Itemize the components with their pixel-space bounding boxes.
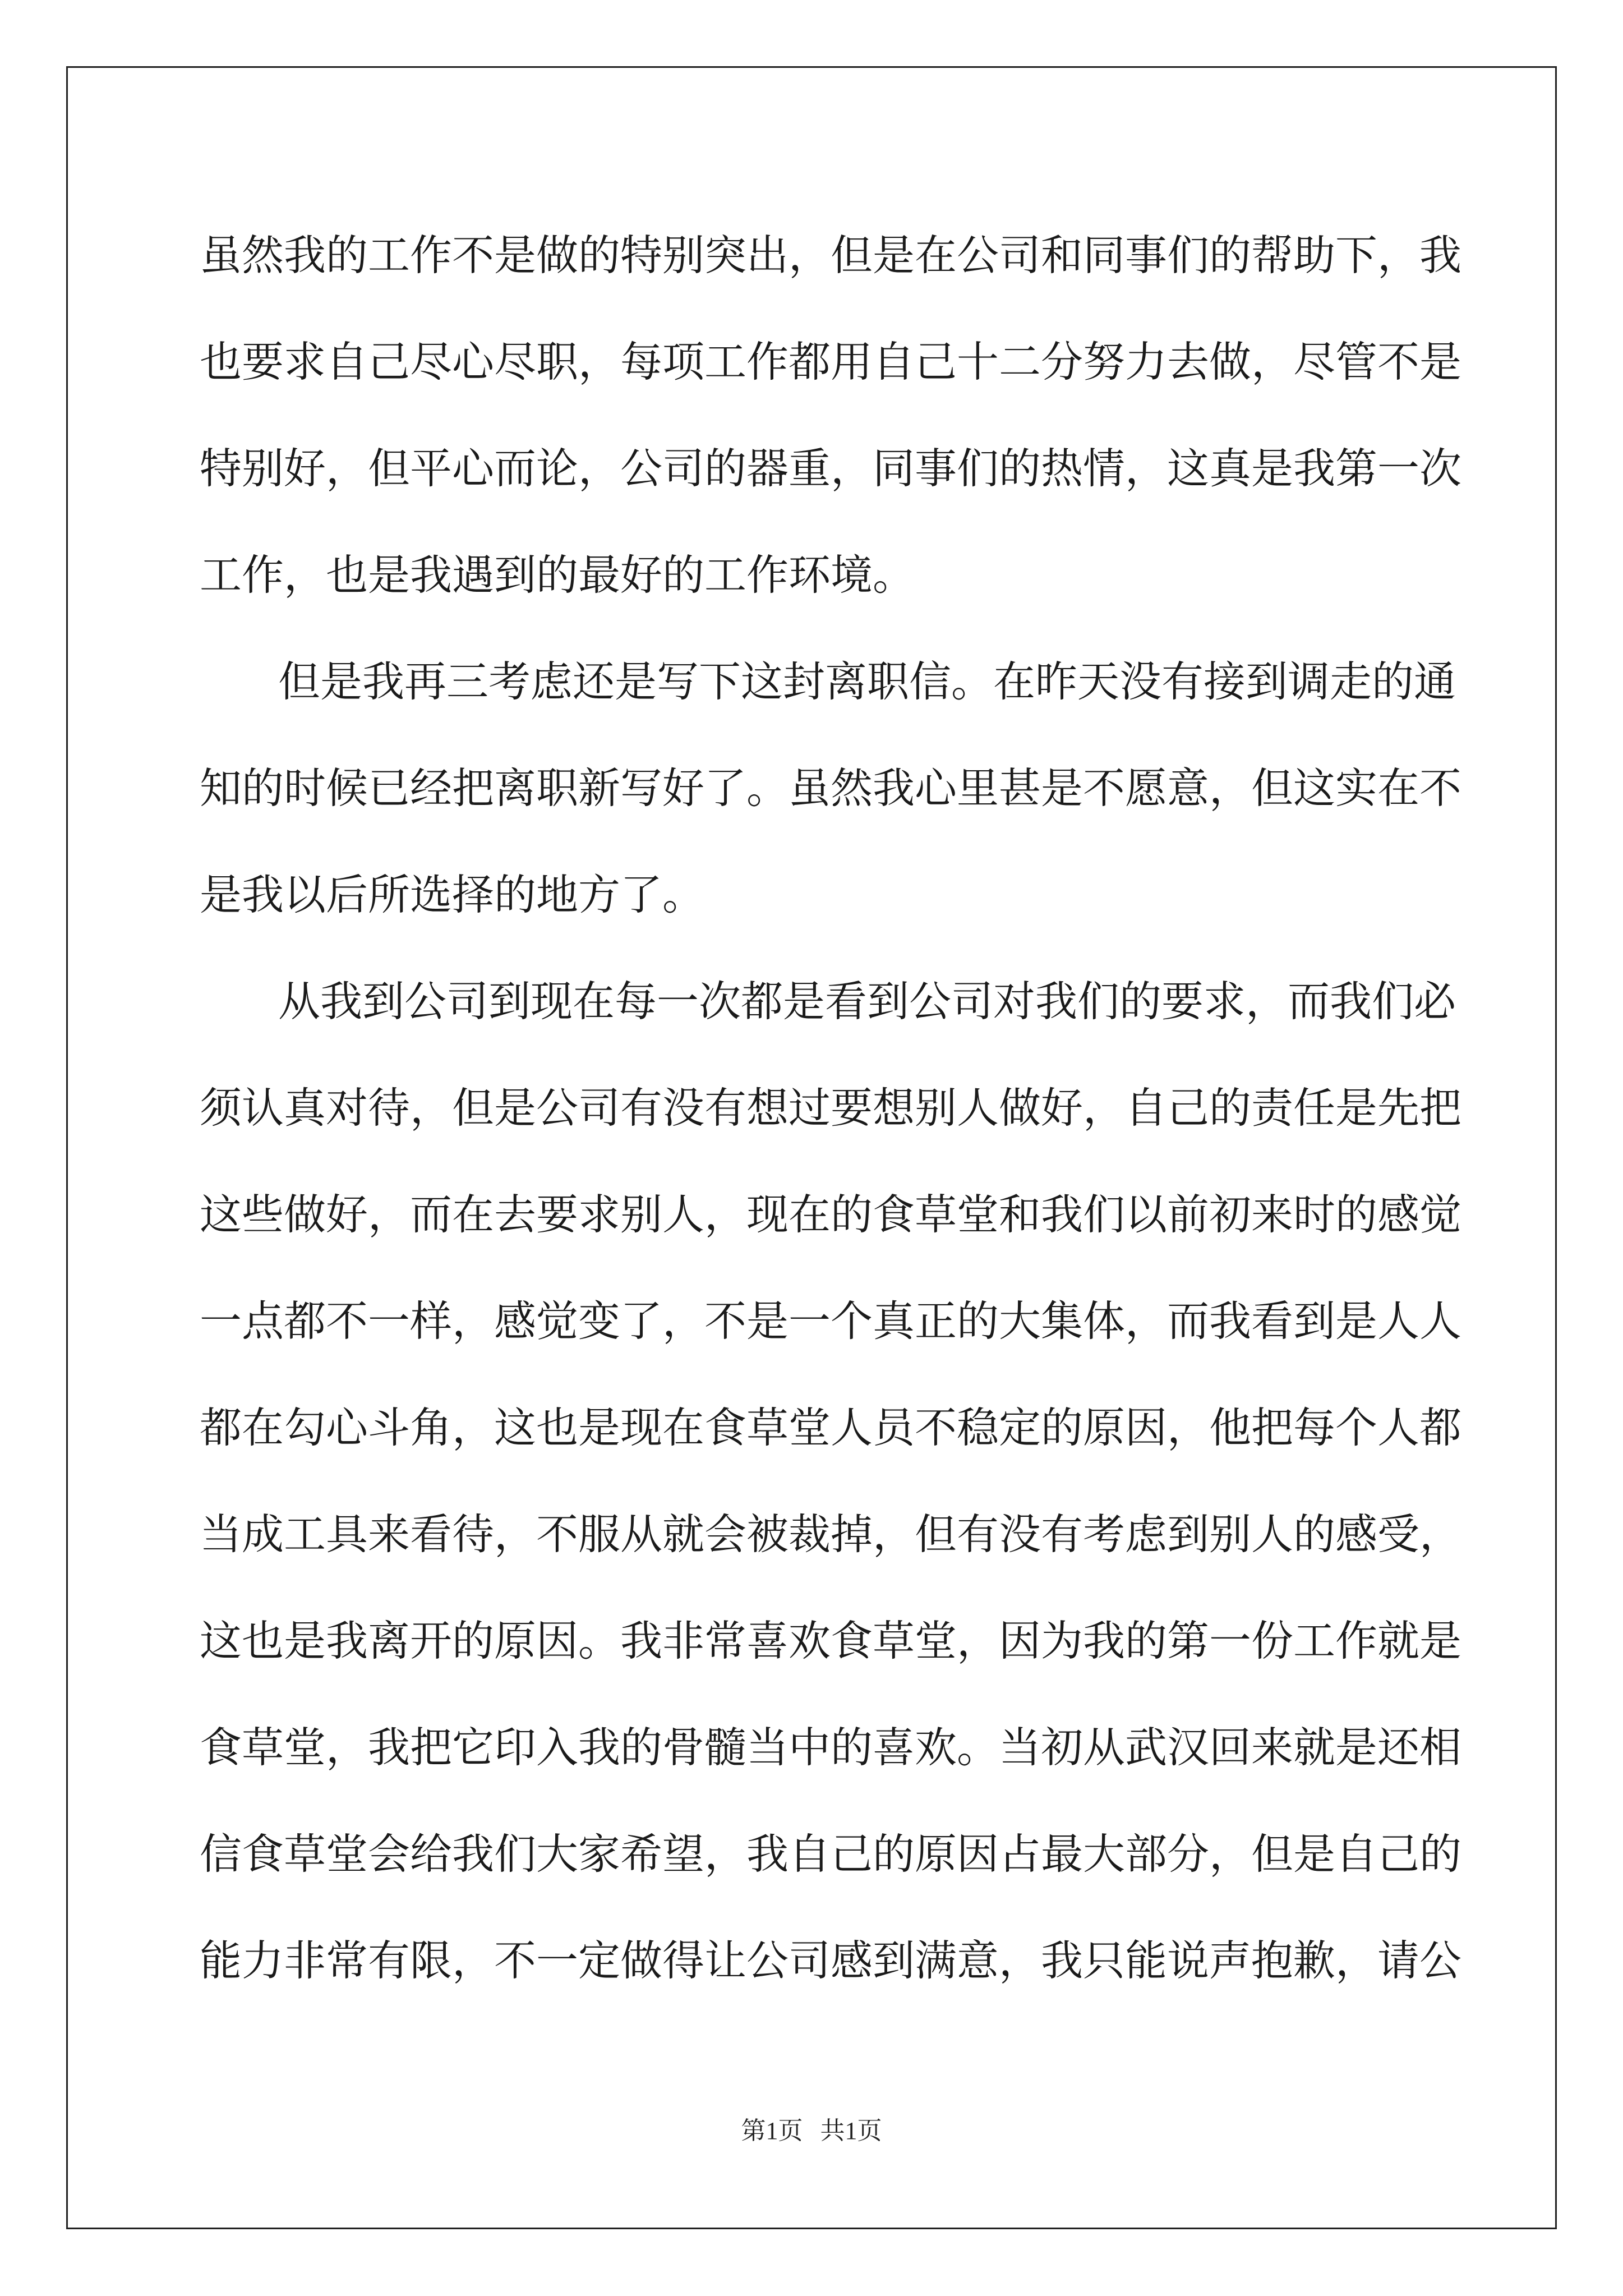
text-line: 也要求自己尽心尽职，每项工作都用自己十二分努力去做，尽管不是 [200,337,1462,386]
page-number: 第1页 [741,2117,803,2145]
text-line: 这也是我离开的原因。我非常喜欢食草堂，因为我的第一份工作就是 [200,1616,1462,1665]
text-line: 虽然我的工作不是做的特别突出，但是在公司和同事们的帮助下，我 [200,231,1462,280]
text-line: 这些做好，而在去要求别人，现在的食草堂和我们以前初来时的感觉 [200,1190,1462,1239]
page-total: 共1页 [820,2117,882,2145]
text-line: 信食草堂会给我们大家希望，我自己的原因占最大部分，但是自己的 [200,1829,1462,1879]
text-line: 当成工具来看待，不服从就会被裁掉，但有没有考虑到别人的感受， [200,1510,1462,1559]
text-line: 从我到公司到现在每一次都是看到公司对我们的要求，而我们必 [278,977,1456,1026]
text-line [200,2014,1433,2120]
page-footer [0,2110,1623,2146]
text-line: 但是我再三考虑还是写下这封离职信。在昨天没有接到调走的通 [278,657,1456,706]
text-line: 是我以后所选择的地方了。 [200,870,705,919]
text-line: 工作，也是我遇到的最好的工作环境。 [200,550,915,600]
text-line: 食草堂，我把它印入我的骨髓当中的喜欢。当初从武汉回来就是还相 [200,1723,1462,1772]
text-line: 须认真对待，但是公司有没有想过要想别人做好，自己的责任是先把 [200,1083,1462,1133]
text-line: 知的时候已经把离职新写好了。虽然我心里甚是不愿意，但这实在不 [200,763,1462,813]
document-body [200,202,1462,2120]
text-line: 能力非常有限，不一定做得让公司感到满意，我只能说声抱歉，请公 [200,1936,1462,1985]
text-line: 一点都不一样，感觉变了，不是一个真正的大集体，而我看到是人人 [200,1296,1462,1346]
text-line: 都在勾心斗角，这也是现在食草堂人员不稳定的原因，他把每个人都 [200,1403,1462,1452]
text-line: 特别好，但平心而论，公司的器重，同事们的热情，这真是我第一次 [200,444,1462,493]
